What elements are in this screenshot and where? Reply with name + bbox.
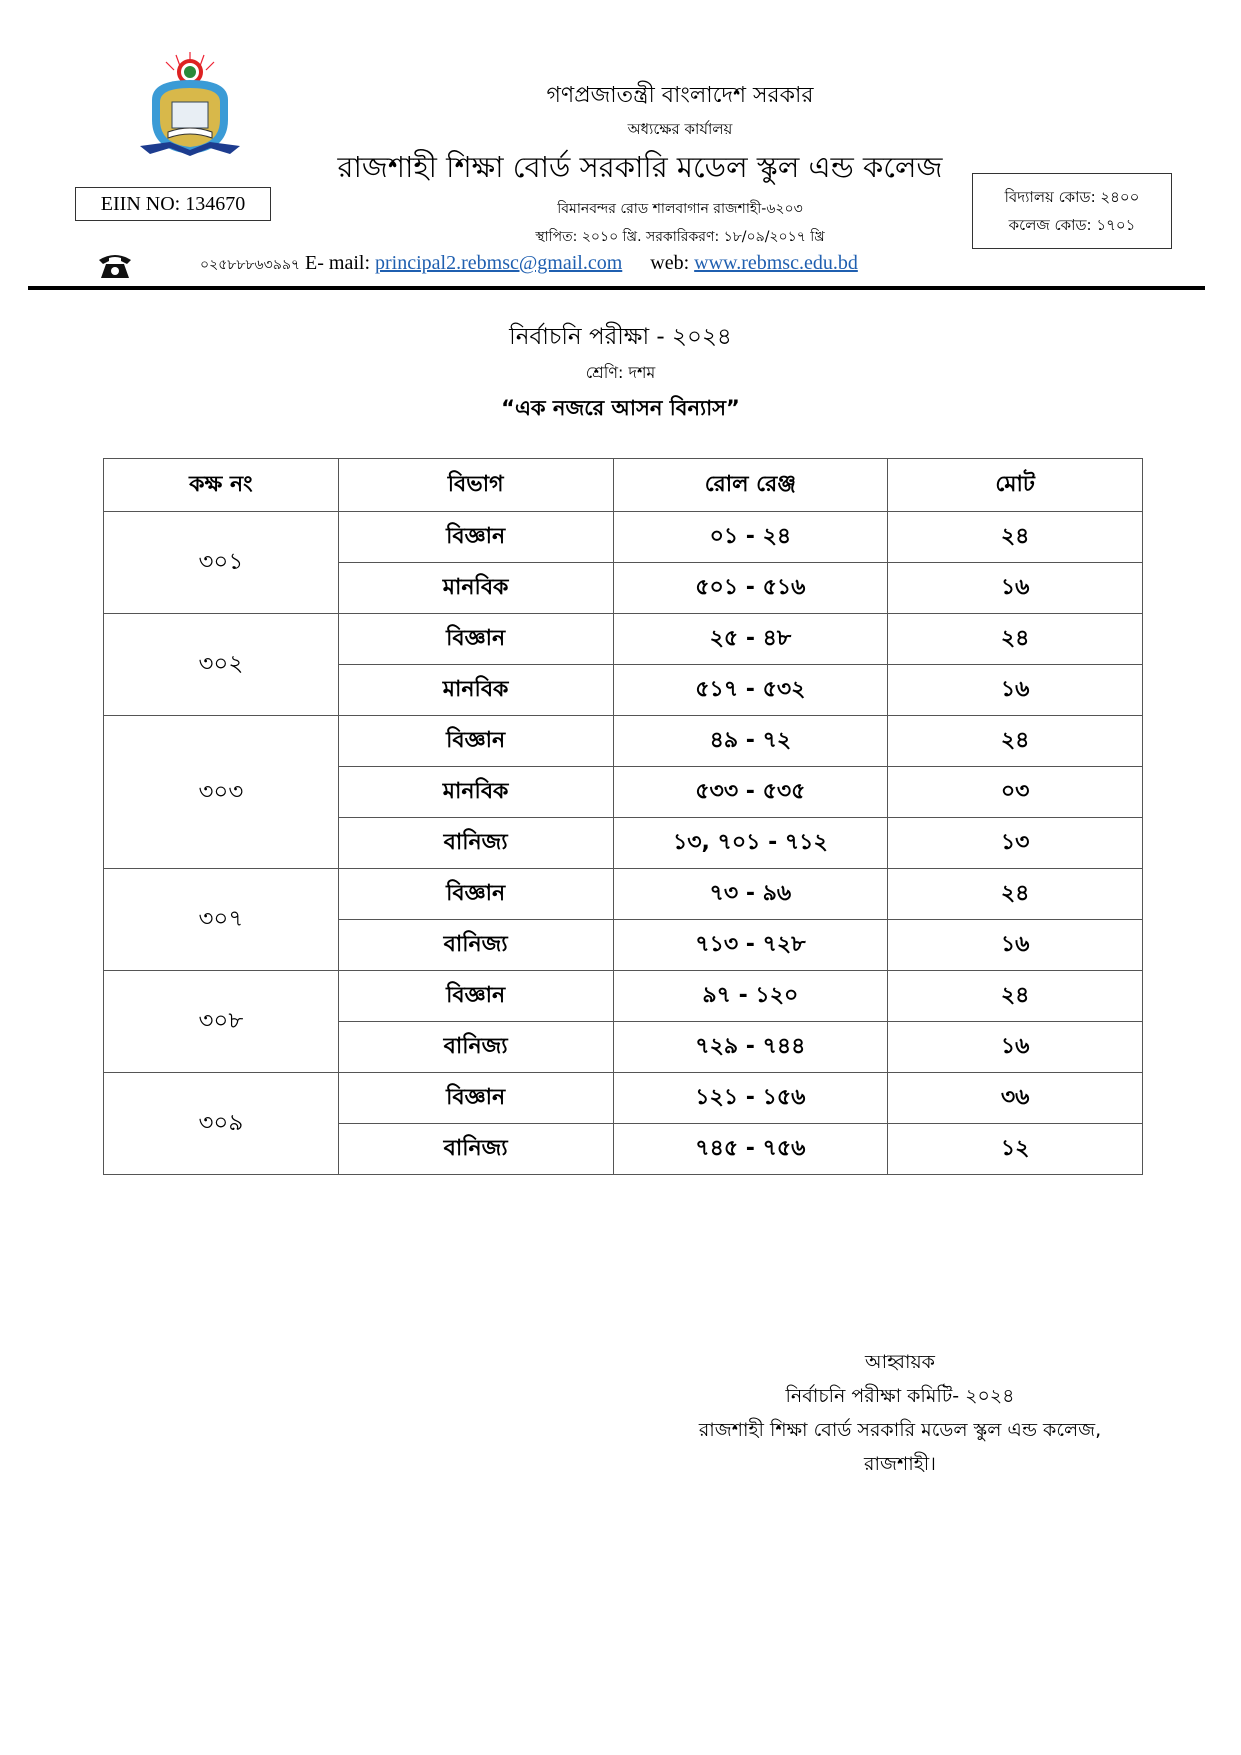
roll-range-cell: ২৫ - ৪৮: [613, 614, 888, 665]
group-cell: বানিজ্য: [338, 1022, 613, 1073]
government-title: গণপ্রজাতন্ত্রী বাংলাদেশ সরকার: [546, 83, 814, 108]
room-number: ৩০১: [104, 512, 339, 614]
roll-range-cell: ৪৯ - ৭২: [613, 716, 888, 767]
eiin-box: EIIN NO: 134670: [75, 187, 271, 221]
exam-title: নির্বাচনি পরীক্ষা - ২০২৪: [509, 324, 732, 350]
total-cell: ২৪: [888, 614, 1143, 665]
group-cell: বিজ্ঞান: [338, 614, 613, 665]
telephone-icon: [97, 250, 133, 280]
total-cell: ১৬: [888, 665, 1143, 716]
group-cell: বিজ্ঞান: [338, 869, 613, 920]
group-cell: বানিজ্য: [338, 920, 613, 971]
table-row: [104, 512, 1143, 563]
office-title: অধ্যক্ষের কার্যালয়: [627, 120, 733, 138]
total-cell: ২৪: [888, 512, 1143, 563]
roll-range-cell: ৭১৩ - ৭২৮: [613, 920, 888, 971]
header-total: মোট: [888, 459, 1143, 512]
room-number: ৩০৭: [104, 869, 339, 971]
founded-info: স্থাপিত: ২০১০ খ্রি. সরকারিকরণ: ১৮/০৯/২০১৭ খ্রি: [535, 229, 825, 245]
header-divider: [28, 286, 1205, 290]
signature-title: আহ্বায়ক: [865, 1351, 935, 1373]
roll-range-cell: ১২১ - ১৫৬: [613, 1073, 888, 1124]
group-cell: বিজ্ঞান: [338, 1073, 613, 1124]
room-number: ৩০২: [104, 614, 339, 716]
website-link[interactable]: www.rebmsc.edu.bd: [694, 252, 858, 274]
phone-number: ০২৫৮৮৮৬৩৯৯৭: [200, 257, 301, 273]
header-roll-range: রোল রেঞ্জ: [613, 459, 888, 512]
header-group: বিভাগ: [338, 459, 613, 512]
group-cell: মানবিক: [338, 665, 613, 716]
email-link[interactable]: principal2.rebmsc@gmail.com: [375, 252, 623, 274]
roll-range-cell: ৯৭ - ১২০: [613, 971, 888, 1022]
table-header-row: [104, 459, 1143, 512]
total-cell: ১২: [888, 1124, 1143, 1175]
signature-committee: নির্বাচনি পরীক্ষা কমিটি- ২০২৪: [785, 1385, 1015, 1407]
address: বিমানবন্দর রোড শালবাগান রাজশাহী-৬২০৩: [557, 201, 803, 217]
signature-city: রাজশাহী।: [864, 1453, 936, 1475]
total-cell: ২৪: [888, 971, 1143, 1022]
roll-range-cell: ৭২৯ - ৭৪৪: [613, 1022, 888, 1073]
roll-range-cell: ৫০১ - ৫১৬: [613, 563, 888, 614]
total-cell: ১৬: [888, 1022, 1143, 1073]
group-cell: মানবিক: [338, 563, 613, 614]
signature-block: [620, 1345, 1180, 1481]
class-label: শ্রেণি: দশম: [585, 363, 656, 382]
school-code: বিদ্যালয় কোড: ২৪০০: [1004, 188, 1140, 206]
table-row: [104, 1073, 1143, 1124]
total-cell: ৩৬: [888, 1073, 1143, 1124]
header-room: কক্ষ নং: [104, 459, 339, 512]
group-cell: বিজ্ঞান: [338, 971, 613, 1022]
roll-range-cell: ৫১৭ - ৫৩২: [613, 665, 888, 716]
seat-plan-table: [103, 458, 1143, 1175]
group-cell: বানিজ্য: [338, 818, 613, 869]
group-cell: মানবিক: [338, 767, 613, 818]
group-cell: বিজ্ঞান: [338, 716, 613, 767]
contact-line: [200, 252, 1100, 277]
roll-range-cell: ৭৪৫ - ৭৫৬: [613, 1124, 888, 1175]
total-cell: ১৬: [888, 920, 1143, 971]
email-label: E- mail:: [300, 252, 376, 274]
table-row: [104, 971, 1143, 1022]
table-row: [104, 614, 1143, 665]
seat-plan-subtitle: “এক নজরে আসন বিন্যাস”: [501, 396, 740, 420]
roll-range-cell: ০১ - ২৪: [613, 512, 888, 563]
signature-institution: রাজশাহী শিক্ষা বোর্ড সরকারি মডেল স্কুল এন্ড কলেজ,: [698, 1419, 1102, 1441]
roll-range-cell: ৭৩ - ৯৬: [613, 869, 888, 920]
total-cell: ১৩: [888, 818, 1143, 869]
total-cell: ২৪: [888, 869, 1143, 920]
school-name: রাজশাহী শিক্ষা বোর্ড সরকারি মডেল স্কুল এন্ড কলেজ: [337, 150, 943, 184]
group-cell: বিজ্ঞান: [338, 512, 613, 563]
roll-range-cell: ৫৩৩ - ৫৩৫: [613, 767, 888, 818]
room-number: ৩০৩: [104, 716, 339, 869]
web-label: web:: [650, 252, 695, 274]
table-row: [104, 869, 1143, 920]
total-cell: ২৪: [888, 716, 1143, 767]
total-cell: ১৬: [888, 563, 1143, 614]
roll-range-cell: ১৩, ৭০১ - ৭১২: [613, 818, 888, 869]
total-cell: ০৩: [888, 767, 1143, 818]
table-row: [104, 716, 1143, 767]
room-number: ৩০৯: [104, 1073, 339, 1175]
group-cell: বানিজ্য: [338, 1124, 613, 1175]
room-number: ৩০৮: [104, 971, 339, 1073]
college-code: কলেজ কোড: ১৭০১: [1008, 216, 1136, 234]
